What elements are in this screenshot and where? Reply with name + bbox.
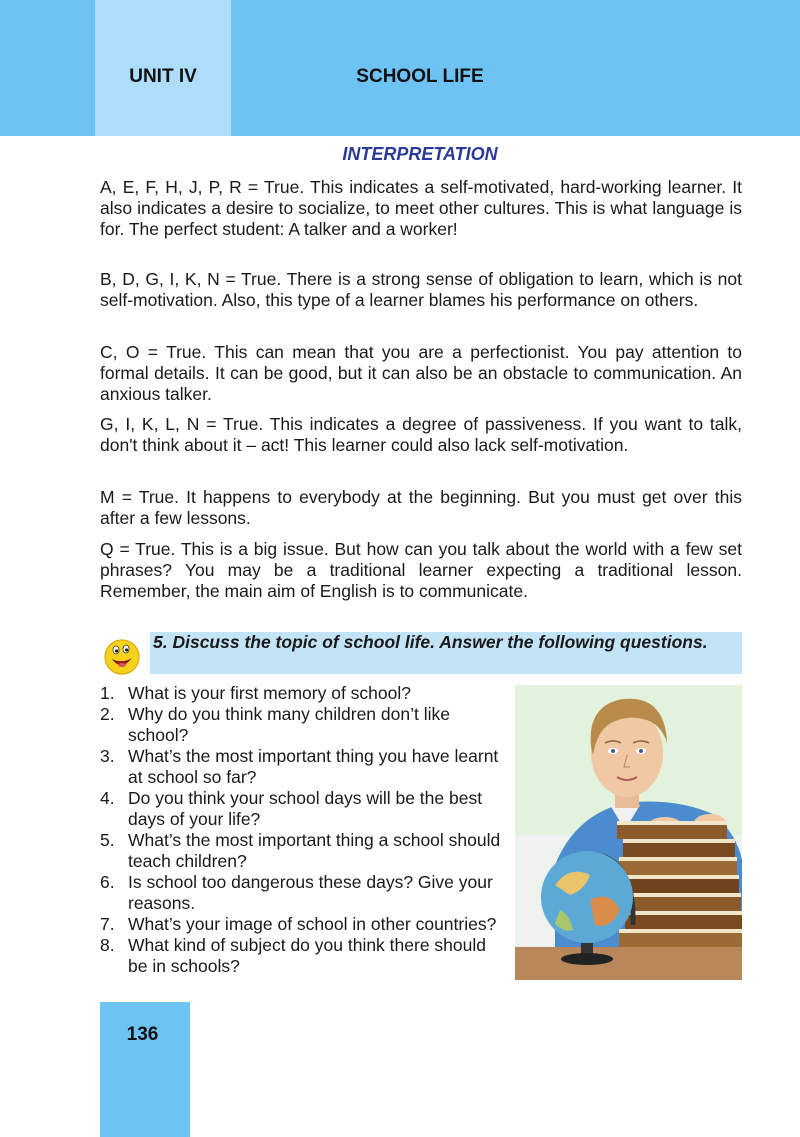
interpretation-paragraph: C, O = True. This can mean that you are a perfectionist. You pay attention to formal details. It can be good, but it can also be an obstacle to communication. An anxious talker. [100, 342, 742, 404]
question-number: 7. [100, 914, 115, 934]
question-text: Why do you think many children don’t like school? [128, 704, 450, 745]
list-item [100, 683, 510, 704]
question-text: What’s your image of school in other countries? [128, 914, 497, 934]
question-number: 5. [100, 830, 115, 850]
list-item [100, 872, 510, 914]
question-number: 1. [100, 683, 115, 703]
list-item [100, 704, 510, 746]
question-text: What’s the most important thing you have learnt at school so far? [128, 746, 499, 787]
interpretation-paragraph: A, E, F, H, J, P, R = True. This indicates a self-motivated, hard-working learner. It also indicates a desire to socialize, to meet other cultures. This is what language is for. The perfect student: A talker and a worker! [100, 177, 742, 239]
question-number: 8. [100, 935, 115, 955]
list-item [100, 914, 510, 935]
student-with-books-illustration [515, 685, 742, 980]
question-text: What’s the most important thing a school should teach children? [128, 830, 501, 871]
question-text: What is your first memory of school? [128, 683, 411, 703]
list-item [100, 830, 510, 872]
question-number: 2. [100, 704, 115, 724]
unit-label: UNIT IV [129, 66, 197, 87]
task-instruction: 5. Discuss the topic of school life. Answer the following questions. [153, 632, 708, 652]
chapter-title: SCHOOL LIFE [356, 66, 484, 87]
question-text: What kind of subject do you think there should be in schools? [128, 935, 486, 976]
interpretation-heading: INTERPRETATION [342, 144, 498, 164]
list-item [100, 788, 510, 830]
page-number: 136 [126, 1024, 159, 1045]
question-text: Is school too dangerous these days? Give your reasons. [128, 872, 493, 913]
page-number-box [100, 1002, 190, 1137]
interpretation-paragraph: Q = True. This is a big issue. But how can you talk about the world with a few set phrases? You may be a traditional learner expecting a traditional lesson. Remember, the main aim of English is to communicate. [100, 539, 742, 601]
interpretation-paragraph: G, I, K, L, N = True. This indicates a degree of passiveness. If you want to talk, don't think about it – act! This learner could also lack self-motivation. [100, 414, 742, 455]
list-item [100, 935, 510, 977]
question-number: 3. [100, 746, 115, 766]
smiley-face-icon [102, 636, 142, 676]
question-text: Do you think your school days will be the best days of your life? [128, 788, 483, 829]
interpretation-paragraph: M = True. It happens to everybody at the beginning. But you must get over this after a few lessons. [100, 487, 742, 528]
question-list [100, 683, 510, 977]
question-number: 4. [100, 788, 115, 808]
list-item [100, 746, 510, 788]
question-number: 6. [100, 872, 115, 892]
interpretation-paragraph: B, D, G, I, K, N = True. There is a strong sense of obligation to learn, which is not self-motivation. Also, this type of a learner blames his performance on others. [100, 269, 742, 310]
